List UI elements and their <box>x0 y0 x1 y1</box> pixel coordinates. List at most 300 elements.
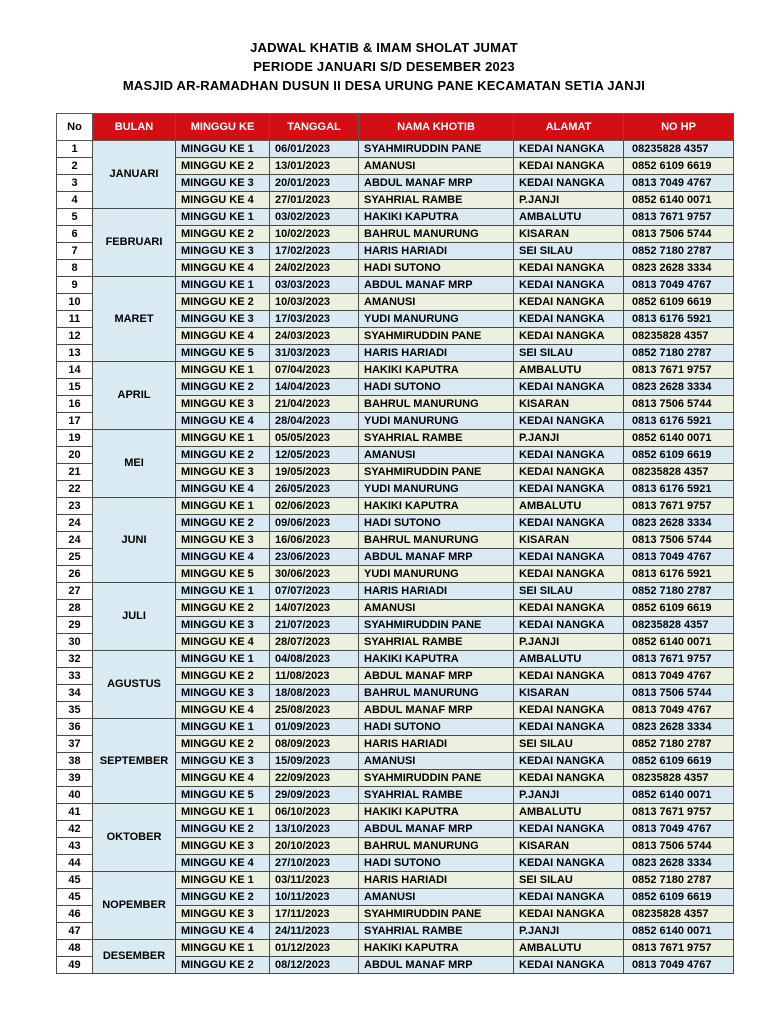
week-cell: MINGGU KE 3 <box>176 243 270 260</box>
row-number: 40 <box>57 787 93 804</box>
week-cell: MINGGU KE 2 <box>176 226 270 243</box>
date-cell: 25/08/2023 <box>270 702 359 719</box>
date-cell: 24/03/2023 <box>270 328 359 345</box>
date-cell: 18/08/2023 <box>270 685 359 702</box>
row-number: 22 <box>57 481 93 498</box>
date-cell: 10/02/2023 <box>270 226 359 243</box>
phone-cell: 0852 7180 2787 <box>624 872 734 889</box>
khotib-name-cell: ABDUL MANAF MRP <box>359 668 514 685</box>
khotib-name-cell: SYAHMIRUDDIN PANE <box>359 328 514 345</box>
phone-cell: 08235828 4357 <box>624 906 734 923</box>
date-cell: 07/04/2023 <box>270 362 359 379</box>
date-cell: 13/01/2023 <box>270 158 359 175</box>
col-header-bulan: BULAN <box>93 114 176 141</box>
address-cell: KISARAN <box>514 532 624 549</box>
week-cell: MINGGU KE 1 <box>176 804 270 821</box>
khotib-name-cell: AMANUSI <box>359 600 514 617</box>
phone-cell: 0823 2628 3334 <box>624 719 734 736</box>
date-cell: 06/01/2023 <box>270 141 359 158</box>
address-cell: KEDAI NANGKA <box>514 753 624 770</box>
address-cell: KEDAI NANGKA <box>514 447 624 464</box>
row-number: 12 <box>57 328 93 345</box>
date-cell: 09/06/2023 <box>270 515 359 532</box>
khotib-name-cell: YUDI MANURUNG <box>359 566 514 583</box>
date-cell: 27/01/2023 <box>270 192 359 209</box>
khotib-name-cell: HAKIKI KAPUTRA <box>359 209 514 226</box>
phone-cell: 0852 6109 6619 <box>624 158 734 175</box>
phone-cell: 0852 6109 6619 <box>624 447 734 464</box>
khotib-name-cell: HADI SUTONO <box>359 515 514 532</box>
row-number: 19 <box>57 430 93 447</box>
row-number: 4 <box>57 192 93 209</box>
phone-cell: 0813 6176 5921 <box>624 481 734 498</box>
khotib-name-cell: HARIS HARIADI <box>359 583 514 600</box>
row-number: 20 <box>57 447 93 464</box>
khotib-name-cell: BAHRUL MANURUNG <box>359 226 514 243</box>
table-row <box>57 498 734 515</box>
phone-cell: 0852 6140 0071 <box>624 634 734 651</box>
month-cell: DESEMBER <box>93 940 176 974</box>
week-cell: MINGGU KE 3 <box>176 617 270 634</box>
date-cell: 05/05/2023 <box>270 430 359 447</box>
address-cell: KEDAI NANGKA <box>514 328 624 345</box>
week-cell: MINGGU KE 2 <box>176 736 270 753</box>
phone-cell: 08235828 4357 <box>624 617 734 634</box>
month-cell: OKTOBER <box>93 804 176 872</box>
address-cell: AMBALUTU <box>514 498 624 515</box>
col-header-nama: NAMA KHOTIB <box>359 114 514 141</box>
phone-cell: 0852 6140 0071 <box>624 787 734 804</box>
khotib-name-cell: ABDUL MANAF MRP <box>359 549 514 566</box>
address-cell: KEDAI NANGKA <box>514 158 624 175</box>
phone-cell: 08235828 4357 <box>624 141 734 158</box>
khotib-name-cell: BAHRUL MANURUNG <box>359 838 514 855</box>
address-cell: KEDAI NANGKA <box>514 566 624 583</box>
date-cell: 20/01/2023 <box>270 175 359 192</box>
address-cell: KEDAI NANGKA <box>514 294 624 311</box>
address-cell: AMBALUTU <box>514 209 624 226</box>
address-cell: KEDAI NANGKA <box>514 311 624 328</box>
week-cell: MINGGU KE 3 <box>176 175 270 192</box>
week-cell: MINGGU KE 1 <box>176 277 270 294</box>
row-number: 25 <box>57 549 93 566</box>
phone-cell: 0813 6176 5921 <box>624 311 734 328</box>
row-number: 15 <box>57 379 93 396</box>
date-cell: 21/04/2023 <box>270 396 359 413</box>
khotib-name-cell: SYAHRIAL RAMBE <box>359 787 514 804</box>
address-cell: KEDAI NANGKA <box>514 141 624 158</box>
address-cell: P.JANJI <box>514 192 624 209</box>
date-cell: 15/09/2023 <box>270 753 359 770</box>
week-cell: MINGGU KE 1 <box>176 872 270 889</box>
table-row <box>57 719 734 736</box>
phone-cell: 0813 7049 4767 <box>624 821 734 838</box>
row-number: 29 <box>57 617 93 634</box>
week-cell: MINGGU KE 4 <box>176 702 270 719</box>
date-cell: 10/11/2023 <box>270 889 359 906</box>
phone-cell: 0852 6140 0071 <box>624 192 734 209</box>
address-cell: KEDAI NANGKA <box>514 277 624 294</box>
date-cell: 29/09/2023 <box>270 787 359 804</box>
week-cell: MINGGU KE 4 <box>176 192 270 209</box>
table-row <box>57 804 734 821</box>
address-cell: P.JANJI <box>514 430 624 447</box>
khotib-name-cell: HADI SUTONO <box>359 855 514 872</box>
week-cell: MINGGU KE 4 <box>176 328 270 345</box>
date-cell: 26/05/2023 <box>270 481 359 498</box>
phone-cell: 0852 7180 2787 <box>624 243 734 260</box>
address-cell: KEDAI NANGKA <box>514 413 624 430</box>
row-number: 24 <box>57 532 93 549</box>
address-cell: KEDAI NANGKA <box>514 260 624 277</box>
week-cell: MINGGU KE 2 <box>176 889 270 906</box>
address-cell: KEDAI NANGKA <box>514 175 624 192</box>
khotib-name-cell: AMANUSI <box>359 294 514 311</box>
date-cell: 03/11/2023 <box>270 872 359 889</box>
week-cell: MINGGU KE 3 <box>176 396 270 413</box>
week-cell: MINGGU KE 5 <box>176 787 270 804</box>
phone-cell: 0852 6109 6619 <box>624 294 734 311</box>
phone-cell: 0852 7180 2787 <box>624 345 734 362</box>
row-number: 32 <box>57 651 93 668</box>
khotib-name-cell: AMANUSI <box>359 158 514 175</box>
table-row <box>57 277 734 294</box>
date-cell: 20/10/2023 <box>270 838 359 855</box>
phone-cell: 0813 7049 4767 <box>624 277 734 294</box>
date-cell: 24/11/2023 <box>270 923 359 940</box>
khotib-name-cell: BAHRUL MANURUNG <box>359 532 514 549</box>
table-row <box>57 872 734 889</box>
row-number: 41 <box>57 804 93 821</box>
date-cell: 21/07/2023 <box>270 617 359 634</box>
address-cell: KEDAI NANGKA <box>514 515 624 532</box>
row-number: 8 <box>57 260 93 277</box>
title-line-3: MASJID AR-RAMADHAN DUSUN II DESA URUNG PANE KECAMATAN SETIA JANJI <box>122 78 646 93</box>
row-number: 36 <box>57 719 93 736</box>
row-number: 26 <box>57 566 93 583</box>
week-cell: MINGGU KE 2 <box>176 957 270 974</box>
khotib-name-cell: HADI SUTONO <box>359 379 514 396</box>
week-cell: MINGGU KE 1 <box>176 430 270 447</box>
date-cell: 30/06/2023 <box>270 566 359 583</box>
row-number: 39 <box>57 770 93 787</box>
date-cell: 13/10/2023 <box>270 821 359 838</box>
address-cell: AMBALUTU <box>514 804 624 821</box>
khotib-name-cell: SYAHMIRUDDIN PANE <box>359 141 514 158</box>
week-cell: MINGGU KE 4 <box>176 855 270 872</box>
week-cell: MINGGU KE 2 <box>176 600 270 617</box>
khotib-name-cell: ABDUL MANAF MRP <box>359 957 514 974</box>
date-cell: 19/05/2023 <box>270 464 359 481</box>
khotib-name-cell: HADI SUTONO <box>359 719 514 736</box>
phone-cell: 0823 2628 3334 <box>624 260 734 277</box>
row-number: 13 <box>57 345 93 362</box>
phone-cell: 0852 6140 0071 <box>624 430 734 447</box>
date-cell: 07/07/2023 <box>270 583 359 600</box>
row-number: 9 <box>57 277 93 294</box>
khotib-name-cell: BAHRUL MANURUNG <box>359 685 514 702</box>
date-cell: 14/07/2023 <box>270 600 359 617</box>
row-number: 21 <box>57 464 93 481</box>
date-cell: 28/07/2023 <box>270 634 359 651</box>
khotib-name-cell: HARIS HARIADI <box>359 345 514 362</box>
address-cell: P.JANJI <box>514 787 624 804</box>
row-number: 35 <box>57 702 93 719</box>
phone-cell: 0813 7049 4767 <box>624 668 734 685</box>
phone-cell: 0823 2628 3334 <box>624 515 734 532</box>
table-row <box>57 940 734 957</box>
week-cell: MINGGU KE 2 <box>176 158 270 175</box>
phone-cell: 0813 7506 5744 <box>624 685 734 702</box>
phone-cell: 08235828 4357 <box>624 328 734 345</box>
khotib-name-cell: SYAHMIRUDDIN PANE <box>359 906 514 923</box>
khotib-name-cell: AMANUSI <box>359 889 514 906</box>
date-cell: 01/09/2023 <box>270 719 359 736</box>
khotib-name-cell: YUDI MANURUNG <box>359 481 514 498</box>
row-number: 43 <box>57 838 93 855</box>
date-cell: 27/10/2023 <box>270 855 359 872</box>
week-cell: MINGGU KE 1 <box>176 651 270 668</box>
khotib-name-cell: HAKIKI KAPUTRA <box>359 498 514 515</box>
phone-cell: 0813 6176 5921 <box>624 413 734 430</box>
date-cell: 22/09/2023 <box>270 770 359 787</box>
week-cell: MINGGU KE 5 <box>176 345 270 362</box>
table-row <box>57 362 734 379</box>
address-cell: SEI SILAU <box>514 345 624 362</box>
date-cell: 03/02/2023 <box>270 209 359 226</box>
row-number: 10 <box>57 294 93 311</box>
address-cell: KEDAI NANGKA <box>514 600 624 617</box>
week-cell: MINGGU KE 3 <box>176 311 270 328</box>
month-cell: JULI <box>93 583 176 651</box>
khotib-name-cell: BAHRUL MANURUNG <box>359 396 514 413</box>
phone-cell: 0813 7506 5744 <box>624 532 734 549</box>
table-row <box>57 651 734 668</box>
month-cell: MARET <box>93 277 176 362</box>
week-cell: MINGGU KE 3 <box>176 906 270 923</box>
date-cell: 01/12/2023 <box>270 940 359 957</box>
week-cell: MINGGU KE 5 <box>176 566 270 583</box>
week-cell: MINGGU KE 1 <box>176 719 270 736</box>
row-number: 24 <box>57 515 93 532</box>
row-number: 3 <box>57 175 93 192</box>
row-number: 7 <box>57 243 93 260</box>
phone-cell: 0823 2628 3334 <box>624 379 734 396</box>
address-cell: P.JANJI <box>514 923 624 940</box>
week-cell: MINGGU KE 2 <box>176 447 270 464</box>
month-cell: APRIL <box>93 362 176 430</box>
phone-cell: 0813 7049 4767 <box>624 175 734 192</box>
khotib-name-cell: ABDUL MANAF MRP <box>359 277 514 294</box>
table-row <box>57 141 734 158</box>
month-cell: NOPEMBER <box>93 872 176 940</box>
date-cell: 31/03/2023 <box>270 345 359 362</box>
date-cell: 12/05/2023 <box>270 447 359 464</box>
address-cell: KEDAI NANGKA <box>514 668 624 685</box>
row-number: 17 <box>57 413 93 430</box>
col-header-alamat: ALAMAT <box>514 114 624 141</box>
khotib-name-cell: YUDI MANURUNG <box>359 311 514 328</box>
address-cell: SEI SILAU <box>514 736 624 753</box>
phone-cell: 0813 7671 9757 <box>624 651 734 668</box>
row-number: 49 <box>57 957 93 974</box>
address-cell: KEDAI NANGKA <box>514 379 624 396</box>
week-cell: MINGGU KE 1 <box>176 209 270 226</box>
address-cell: KEDAI NANGKA <box>514 770 624 787</box>
address-cell: SEI SILAU <box>514 872 624 889</box>
row-number: 14 <box>57 362 93 379</box>
date-cell: 03/03/2023 <box>270 277 359 294</box>
khotib-name-cell: SYAHMIRUDDIN PANE <box>359 464 514 481</box>
schedule-body <box>57 141 734 974</box>
address-cell: KEDAI NANGKA <box>514 906 624 923</box>
khotib-name-cell: HADI SUTONO <box>359 260 514 277</box>
phone-cell: 0813 7506 5744 <box>624 838 734 855</box>
date-cell: 04/08/2023 <box>270 651 359 668</box>
row-number: 2 <box>57 158 93 175</box>
address-cell: KEDAI NANGKA <box>514 549 624 566</box>
phone-cell: 0813 7049 4767 <box>624 549 734 566</box>
address-cell: AMBALUTU <box>514 651 624 668</box>
phone-cell: 0852 6109 6619 <box>624 889 734 906</box>
khotib-name-cell: SYAHMIRUDDIN PANE <box>359 617 514 634</box>
phone-cell: 0852 6109 6619 <box>624 600 734 617</box>
address-cell: KEDAI NANGKA <box>514 889 624 906</box>
address-cell: KISARAN <box>514 226 624 243</box>
phone-cell: 0813 7671 9757 <box>624 209 734 226</box>
month-cell: JUNI <box>93 498 176 583</box>
week-cell: MINGGU KE 4 <box>176 549 270 566</box>
phone-cell: 0813 7671 9757 <box>624 940 734 957</box>
week-cell: MINGGU KE 2 <box>176 668 270 685</box>
week-cell: MINGGU KE 4 <box>176 481 270 498</box>
khotib-name-cell: HARIS HARIADI <box>359 243 514 260</box>
address-cell: KISARAN <box>514 838 624 855</box>
date-cell: 24/02/2023 <box>270 260 359 277</box>
week-cell: MINGGU KE 1 <box>176 940 270 957</box>
week-cell: MINGGU KE 4 <box>176 634 270 651</box>
table-row <box>57 209 734 226</box>
date-cell: 17/03/2023 <box>270 311 359 328</box>
week-cell: MINGGU KE 4 <box>176 260 270 277</box>
date-cell: 08/12/2023 <box>270 957 359 974</box>
khotib-name-cell: HAKIKI KAPUTRA <box>359 940 514 957</box>
phone-cell: 0813 7671 9757 <box>624 362 734 379</box>
week-cell: MINGGU KE 1 <box>176 141 270 158</box>
month-cell: MEI <box>93 430 176 498</box>
address-cell: AMBALUTU <box>514 940 624 957</box>
date-cell: 16/06/2023 <box>270 532 359 549</box>
khotib-name-cell: HAKIKI KAPUTRA <box>359 651 514 668</box>
khotib-name-cell: HARIS HARIADI <box>359 736 514 753</box>
row-number: 42 <box>57 821 93 838</box>
address-cell: KEDAI NANGKA <box>514 617 624 634</box>
address-cell: KEDAI NANGKA <box>514 464 624 481</box>
table-row <box>57 430 734 447</box>
date-cell: 17/11/2023 <box>270 906 359 923</box>
address-cell: KISARAN <box>514 685 624 702</box>
row-number: 46 <box>57 906 93 923</box>
week-cell: MINGGU KE 3 <box>176 464 270 481</box>
row-number: 16 <box>57 396 93 413</box>
address-cell: KEDAI NANGKA <box>514 957 624 974</box>
date-cell: 17/02/2023 <box>270 243 359 260</box>
month-cell: SEPTEMBER <box>93 719 176 804</box>
phone-cell: 0852 6140 0071 <box>624 923 734 940</box>
month-cell: AGUSTUS <box>93 651 176 719</box>
date-cell: 14/04/2023 <box>270 379 359 396</box>
khotib-name-cell: SYAHRIAL RAMBE <box>359 192 514 209</box>
phone-cell: 0813 7049 4767 <box>624 702 734 719</box>
title-line-2: PERIODE JANUARI S/D DESEMBER 2023 <box>253 59 515 74</box>
khotib-name-cell: YUDI MANURUNG <box>359 413 514 430</box>
week-cell: MINGGU KE 2 <box>176 294 270 311</box>
row-number: 1 <box>57 141 93 158</box>
week-cell: MINGGU KE 4 <box>176 923 270 940</box>
row-number: 34 <box>57 685 93 702</box>
phone-cell: 0813 7506 5744 <box>624 396 734 413</box>
week-cell: MINGGU KE 1 <box>176 362 270 379</box>
phone-cell: 0813 7049 4767 <box>624 957 734 974</box>
date-cell: 28/04/2023 <box>270 413 359 430</box>
phone-cell: 0813 7671 9757 <box>624 804 734 821</box>
khotib-name-cell: ABDUL MANAF MRP <box>359 702 514 719</box>
row-number: 47 <box>57 923 93 940</box>
phone-cell: 0813 6176 5921 <box>624 566 734 583</box>
date-cell: 06/10/2023 <box>270 804 359 821</box>
week-cell: MINGGU KE 1 <box>176 583 270 600</box>
date-cell: 08/09/2023 <box>270 736 359 753</box>
col-header-hp: NO HP <box>624 114 734 141</box>
phone-cell: 0813 7506 5744 <box>624 226 734 243</box>
address-cell: KEDAI NANGKA <box>514 855 624 872</box>
khotib-name-cell: AMANUSI <box>359 753 514 770</box>
row-number: 28 <box>57 600 93 617</box>
phone-cell: 0852 7180 2787 <box>624 736 734 753</box>
date-cell: 11/08/2023 <box>270 668 359 685</box>
date-cell: 23/06/2023 <box>270 549 359 566</box>
week-cell: MINGGU KE 3 <box>176 838 270 855</box>
row-number: 48 <box>57 940 93 957</box>
row-number: 23 <box>57 498 93 515</box>
row-number: 27 <box>57 583 93 600</box>
row-number: 38 <box>57 753 93 770</box>
week-cell: MINGGU KE 3 <box>176 685 270 702</box>
date-cell: 10/03/2023 <box>270 294 359 311</box>
address-cell: SEI SILAU <box>514 243 624 260</box>
address-cell: KEDAI NANGKA <box>514 821 624 838</box>
row-number: 37 <box>57 736 93 753</box>
khotib-name-cell: SYAHRIAL RAMBE <box>359 923 514 940</box>
week-cell: MINGGU KE 2 <box>176 515 270 532</box>
phone-cell: 0823 2628 3334 <box>624 855 734 872</box>
date-cell: 02/06/2023 <box>270 498 359 515</box>
address-cell: SEI SILAU <box>514 583 624 600</box>
document-header <box>0 38 768 95</box>
khotib-name-cell: ABDUL MANAF MRP <box>359 821 514 838</box>
col-header-no: No <box>57 114 93 141</box>
khotib-name-cell: HAKIKI KAPUTRA <box>359 362 514 379</box>
address-cell: AMBALUTU <box>514 362 624 379</box>
week-cell: MINGGU KE 2 <box>176 821 270 838</box>
schedule-table <box>56 113 734 974</box>
week-cell: MINGGU KE 4 <box>176 413 270 430</box>
address-cell: P.JANJI <box>514 634 624 651</box>
row-number: 6 <box>57 226 93 243</box>
address-cell: KISARAN <box>514 396 624 413</box>
phone-cell: 0813 7671 9757 <box>624 498 734 515</box>
khotib-name-cell: HAKIKI KAPUTRA <box>359 804 514 821</box>
